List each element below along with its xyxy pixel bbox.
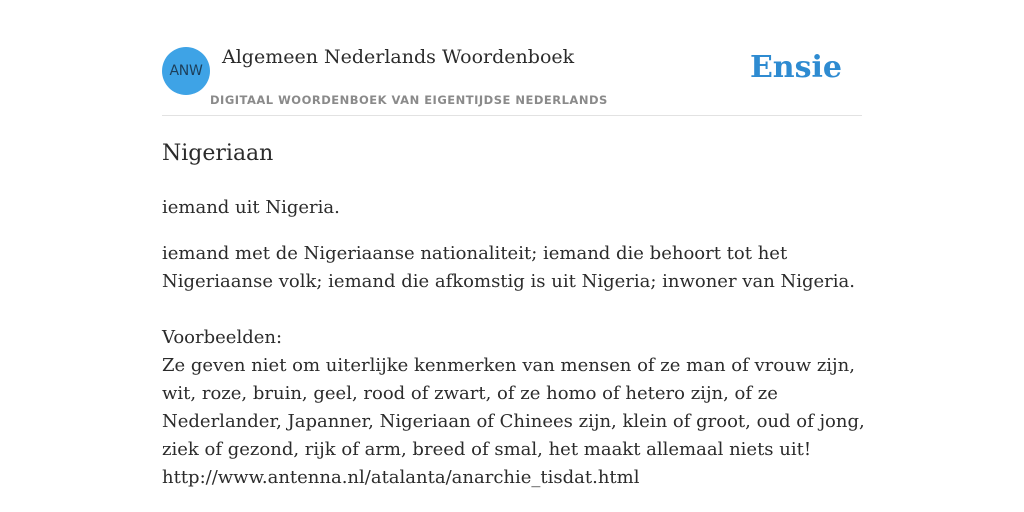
spacer xyxy=(162,296,867,324)
examples-label: Voorbeelden: xyxy=(162,327,283,348)
dictionary-subtitle: DIGITAAL WOORDENBOEK VAN EIGENTIJDSE NEDERLANDS xyxy=(210,93,608,107)
anw-logo[interactable]: ANW xyxy=(162,47,210,95)
headword: Nigeriaan xyxy=(162,141,274,166)
entry-content xyxy=(162,136,867,492)
short-definition: iemand uit Nigeria. xyxy=(162,197,340,218)
example-text: Ze geven niet om uiterlijke kenmerken van mensen of ze man of vrouw zijn, wit, roze, bruin, geel, rood of zwart, of ze homo of hetero zijn, of ze Nederlander, Japanner, Nigeriaan of Chinees zijn, klein of groot, oud of jong, ziek of gezond, rijk of arm, breed of smal, het maakt allemaal niets uit! xyxy=(162,355,865,460)
page-header xyxy=(162,46,862,116)
example-source-link[interactable]: http://www.antenna.nl/atalanta/anarchie_tisdat.html xyxy=(162,467,640,488)
ensie-brand-link[interactable]: Ensie xyxy=(749,50,842,85)
long-definition: iemand met de Nigeriaanse nationaliteit; iemand die behoort tot het Nigeriaanse volk; iemand die afkomstig is uit Nigeria; inwoner van Nigeria. xyxy=(162,243,855,292)
dictionary-title[interactable]: Algemeen Nederlands Woordenboek xyxy=(222,46,575,68)
